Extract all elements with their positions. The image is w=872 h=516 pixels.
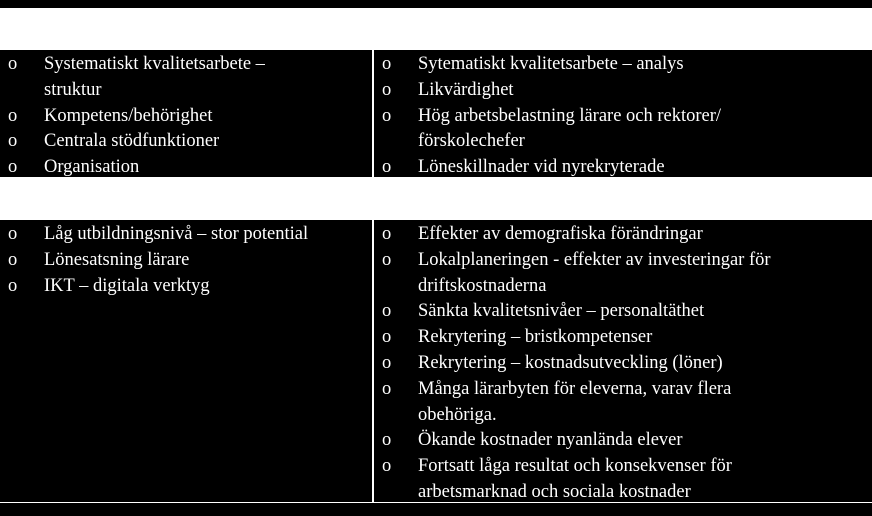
row2-right-list [374,222,872,506]
row1-left-list [0,52,372,181]
list-item-text: Lönesatsning lärare [44,249,190,270]
list-item [374,351,872,377]
list-item-text: Hög arbetsbelastning lärare och rektorer/ [418,105,722,126]
bullet-icon: o [382,378,392,399]
bullet-icon: o [382,224,392,244]
bullet-icon: o [8,54,18,74]
list-item [0,274,372,300]
list-item-text: Centrala stödfunktioner [44,131,220,152]
bullet-icon: o [8,131,18,152]
bullet-icon: o [8,157,18,178]
list-item-text: Ökande kostnader nyanlända elever [418,430,683,451]
list-item-text: arbetsmarknad och sociala kostnader [418,481,691,502]
list-item [374,428,872,454]
bullet-icon: o [382,327,392,348]
list-item-text: Kompetens/behörighet [44,105,213,126]
bullet-icon: o [382,157,392,178]
bullet-icon: o [382,79,392,100]
list-item [0,248,372,274]
row2-left-cell [0,220,372,502]
table-row-2 [0,219,872,503]
list-item-text: Lokalplaneringen - effekter av investeringar för [418,249,771,270]
bullet-icon: o [8,275,18,296]
row1-right-list [374,52,872,181]
bullet-icon: o [382,430,392,451]
row2-right-cell [372,220,872,502]
row1-left-cell [0,50,372,177]
list-item-text: Många lärarbyten för eleverna, varav flera [418,378,732,399]
list-item-text: Effekter av demografiska förändringar [418,224,703,244]
list-item-text: Löneskillnader vid nyrekryterade [418,157,665,178]
list-item-text: IKT – digitala verktyg [44,275,210,296]
bullet-icon: o [8,224,18,244]
list-item [374,325,872,351]
bullet-icon: o [382,456,392,477]
list-item [374,299,872,325]
list-item [374,52,872,78]
list-item [374,454,872,506]
list-item [374,155,872,181]
list-item [0,52,372,104]
list-item [374,377,872,429]
list-item [374,78,872,104]
list-item [0,222,372,248]
list-item-text: Organisation [44,157,140,178]
list-item-text: driftskostnaderna [418,275,547,296]
top-border-band [0,0,872,8]
list-item [0,104,372,130]
list-item [0,155,372,181]
row2-left-list [0,222,372,299]
list-item [374,104,872,156]
bullet-icon: o [382,352,392,373]
list-item-text: obehöriga. [418,404,497,425]
list-item [374,248,872,300]
list-item-text: Likvärdighet [418,79,514,100]
list-item-text: Rekrytering – bristkompetenser [418,327,653,348]
list-item [0,129,372,155]
list-item [374,222,872,248]
list-item-text: Sänkta kvalitetsnivåer – personaltäthet [418,301,705,322]
row1-right-cell [372,50,872,177]
bullet-icon: o [382,301,392,322]
bullet-icon: o [382,105,392,126]
table-row-1 [0,49,872,178]
list-item-text: Rekrytering – kostnadsutveckling (löner) [418,352,723,373]
list-item-text: Systematiskt kvalitetsarbete – [44,54,265,74]
bullet-icon: o [8,105,18,126]
bullet-icon: o [382,249,392,270]
bullet-icon: o [382,54,392,74]
bottom-border-band [0,503,872,516]
list-item-text: struktur [44,79,102,100]
list-item-text: Fortsatt låga resultat och konsekvenser för [418,456,732,477]
list-item-text: Låg utbildningsnivå – stor potential [44,224,309,244]
list-item-text: Sytematiskt kvalitetsarbete – analys [418,54,684,74]
list-item-text: förskolechefer [418,131,525,152]
bullet-icon: o [8,249,18,270]
